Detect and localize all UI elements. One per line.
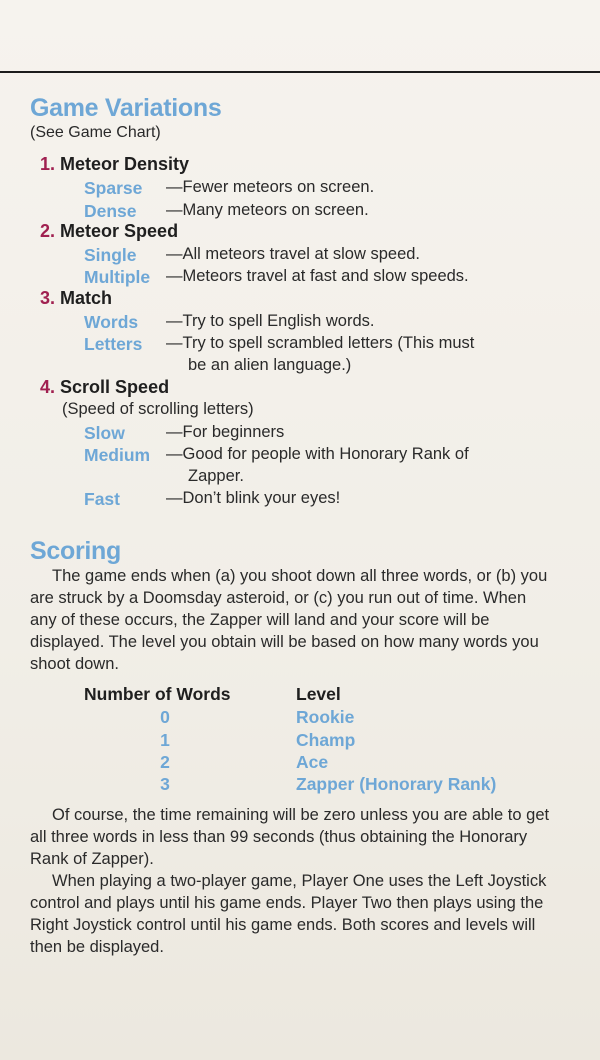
table-cell-words: 2 [160,752,170,772]
option-desc-continued: be an alien language.) [188,356,352,374]
option-label: Medium [84,445,151,465]
variation-meteor-speed [40,221,178,242]
variation-number: 2. [40,221,56,241]
variation-scroll-speed [40,377,169,398]
table-cell-level: Zapper (Honorary Rank) [296,774,497,794]
table-cell-words: 1 [160,730,170,750]
table-cell-level: Champ [296,730,356,750]
variation-name: Meteor Density [60,154,190,174]
option-desc: —All meteors travel at slow speed. [166,245,421,263]
scoring-title: Scoring [30,537,121,565]
variation-name: Scroll Speed [60,377,170,397]
option-label: Sparse [84,178,143,198]
option-desc: —Try to spell scrambled letters (This must [166,334,475,352]
variation-meteor-density [40,154,189,175]
table-cell-words: 0 [160,707,170,727]
scoring-paragraph-two-player: When playing a two-player game, Player One uses the Left Joystick control and plays until his game ends. Player Two then plays using the Right Joystick control until his game ends. Both scores and levels will then be displayed. [30,872,547,956]
top-rule [0,71,600,73]
option-desc: —For beginners [166,423,285,441]
option-desc: —Good for people with Honorary Rank of [166,445,469,463]
table-header-level: Level [296,684,341,704]
variation-number: 3. [40,288,56,308]
variation-name: Match [60,288,113,308]
variation-match [40,288,112,309]
variation-number: 1. [40,154,56,174]
option-desc-continued: Zapper. [188,467,244,485]
option-label: Multiple [84,267,151,287]
option-label: Words [84,312,139,332]
option-label: Slow [84,423,125,443]
option-desc: —Don’t blink your eyes! [166,489,341,507]
table-cell-words: 3 [160,774,170,794]
table-header-words: Number of Words [84,684,231,704]
scoring-paragraph-time: Of course, the time remaining will be zero unless you are able to get all three words in less than 99 seconds (thus obtaining the Honorary Rank of Zapper). [30,806,550,868]
option-desc: —Try to spell English words. [166,312,375,330]
table-cell-level: Rookie [296,707,355,727]
scoring-intro: The game ends when (a) you shoot down all three words, or (b) you are struck by a Doomsday asteroid, or (c) you run out of time. When any of these occurs, the Zapper will land and your score will be displayed. The level you obtain will be based on how many words you shoot down. [30,567,548,673]
option-desc: —Many meteors on screen. [166,201,369,219]
option-desc: —Meteors travel at fast and slow speeds. [166,267,469,285]
table-cell-level: Ace [296,752,329,772]
option-label: Dense [84,201,137,221]
game-variations-subtitle: (See Game Chart) [30,124,161,141]
variation-number: 4. [40,377,56,397]
option-label: Fast [84,489,120,509]
option-desc: —Fewer meteors on screen. [166,178,375,196]
option-label: Letters [84,334,143,354]
variation-name: Meteor Speed [60,221,179,241]
game-variations-title: Game Variations [30,94,222,122]
variation-note: (Speed of scrolling letters) [62,400,254,418]
option-label: Single [84,245,137,265]
